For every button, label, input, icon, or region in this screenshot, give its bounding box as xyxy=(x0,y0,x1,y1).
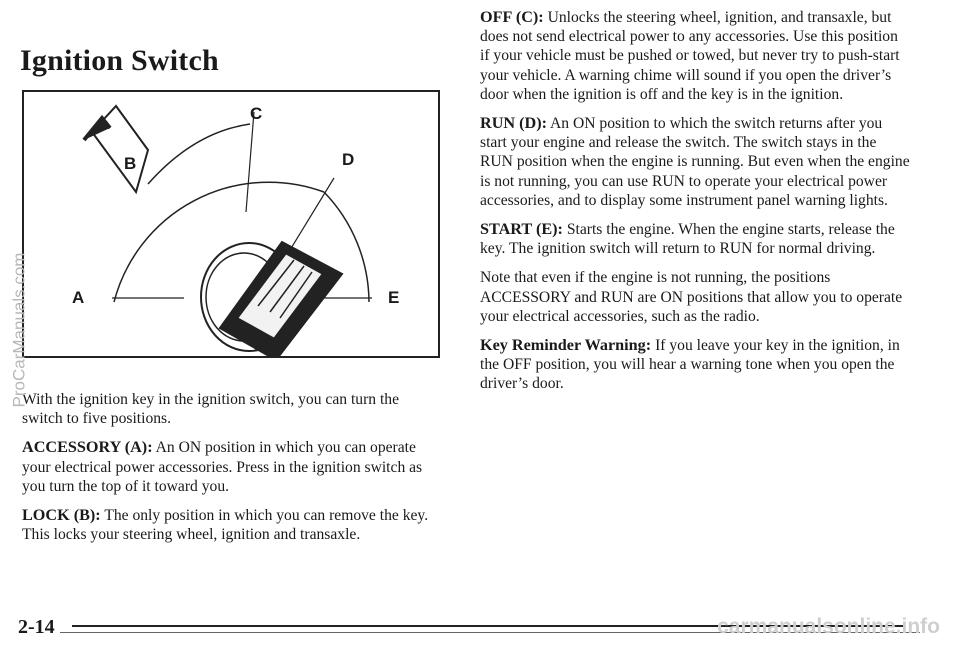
label-a: A xyxy=(72,288,85,307)
reminder-text: If you leave your key in the ignition, in the OFF position, you will hear a warning tone when you open the driver’s door. xyxy=(480,337,900,393)
start-text: Starts the engine. When the engine starts, release the key. The ignition switch will return to RUN for normal driving. xyxy=(480,221,895,258)
run-term: RUN (D): xyxy=(480,114,547,133)
accessory-text: An ON position in which you can operate your electrical power accessories. Press in the ignition switch as you turn the top of it toward you. xyxy=(22,439,423,495)
page-number: 2-14 xyxy=(18,616,55,638)
accessory-paragraph xyxy=(22,438,442,496)
watermark-carmanualsonline: carmanualsonline.info xyxy=(717,615,940,638)
left-column xyxy=(22,390,442,554)
accessory-term: ACCESSORY (A): xyxy=(22,438,153,457)
pointer-c xyxy=(246,112,254,212)
start-term: START (E): xyxy=(480,220,563,239)
lock-term: LOCK (B): xyxy=(22,506,101,525)
note-paragraph: Note that even if the engine is not running, the positions ACCESSORY and RUN are ON positions that allow you to operate your electrical accessories, such as the radio. xyxy=(480,269,903,325)
run-paragraph xyxy=(480,114,910,210)
lock-paragraph xyxy=(22,506,442,544)
off-term: OFF (C): xyxy=(480,8,544,26)
ignition-switch-diagram xyxy=(22,90,440,358)
off-paragraph xyxy=(480,8,910,104)
label-e: E xyxy=(388,288,400,307)
reminder-term: Key Reminder Warning: xyxy=(480,336,652,355)
intro-paragraph: With the ignition key in the ignition switch, you can turn the switch to five positions. xyxy=(22,391,400,428)
start-paragraph xyxy=(480,220,910,258)
page-title: Ignition Switch xyxy=(20,44,219,77)
lock-text: The only position in which you can remove the key. This locks your steering wheel, ignition and transaxle. xyxy=(22,507,429,544)
diagram-drawing xyxy=(24,92,438,356)
label-c: C xyxy=(250,104,263,123)
label-b: B xyxy=(124,154,137,173)
watermark-procarmanuals: ProCarManuals.com xyxy=(9,252,29,408)
label-d: D xyxy=(342,150,355,169)
run-text: An ON position to which the switch returns after you start your engine and release the switch. The switch stays in the RUN position when the engine is running. But even when the engine is not running, you can use RUN to operate your electrical power accessories, and to display some instrument panel warning lights. xyxy=(480,115,910,209)
right-column xyxy=(480,8,910,404)
reminder-paragraph xyxy=(480,336,910,394)
off-text: Unlocks the steering wheel, ignition, and transaxle, but does not send electrical power to any accessories. Use this position if your vehicle must be pushed or towed, but never try to push-start your vehicle. A warning chime will sound if you open the driver’s door when the ignition is off and the key is in the ignition. xyxy=(480,9,900,103)
